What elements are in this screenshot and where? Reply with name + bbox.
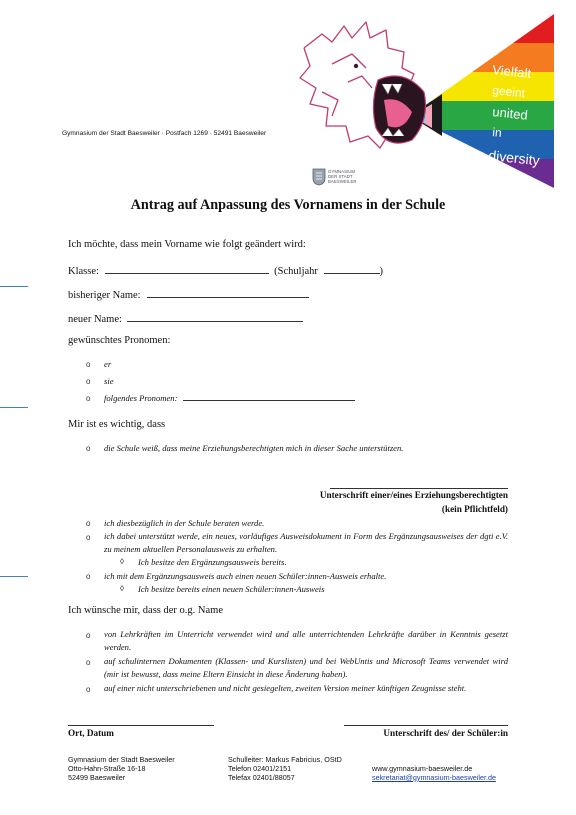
footer-web (372, 765, 496, 783)
wichtig-item-1[interactable]: die Schule weiß, dass meine Erziehungsberechtigten mich in dieser Sache unterstützen. (104, 443, 404, 453)
pronomen-option-other-label: folgendes Pronomen: (104, 393, 178, 403)
name-use-item-2[interactable]: auf schulinternen Dokumenten (Klassen- und Kurslisten) und bei WebUntis und Microsoft Teams verwendet wird (mir ist bewusst, dass meine Eltern Einsicht in diese Änderung haben). (104, 656, 508, 680)
intro-text: Ich möchte, dass mein Vorname wie folgt geändert wird: (68, 239, 306, 250)
wichtig-item-2-bullet[interactable]: o (86, 519, 91, 528)
klasse-field[interactable] (105, 264, 269, 274)
banner-word: in (491, 125, 503, 140)
pronomen-option-er-bullet[interactable]: o (86, 360, 91, 369)
diamond-bullet-icon[interactable]: ◊ (120, 584, 124, 593)
wichtig-item-1-bullet[interactable]: o (86, 444, 91, 453)
banner-word: geeint (491, 83, 526, 101)
schuljahr-label: (Schuljahr (274, 266, 318, 277)
footer-website-link[interactable]: www.gymnasium-baesweiler.de (372, 764, 473, 773)
neuer-name-field[interactable] (127, 312, 303, 322)
place-date-label: Ort, Datum (68, 728, 114, 738)
footer-street: Otto-Hahn-Straße 16-18 (68, 763, 146, 773)
name-use-item-1[interactable]: von Lehrkräften im Unterricht verwendet wird und alle unterrichtenden Lehrkräfte darüber in Kenntnis gesetzt werden. (104, 629, 508, 653)
school-logo-small (312, 166, 364, 188)
pronomen-label: gewünschtes Pronomen: (68, 335, 171, 346)
neuer-name-row (68, 312, 303, 325)
wichtig-item-2[interactable]: ich diesbezüglich in der Schule beraten werde. (104, 518, 265, 528)
page-title: Antrag auf Anpassung des Vornamens in der Schule (130, 197, 446, 213)
footer-contact (228, 756, 342, 783)
name-use-item-2-bullet[interactable]: o (86, 658, 91, 667)
pronomen-option-other (104, 392, 355, 405)
school-logo-line-2: DER STADT (328, 174, 353, 179)
footer-headmaster: Schulleiter: Markus Fabricius, OStD (228, 755, 342, 764)
footer-email-link[interactable]: sekretariat@gymnasium-baesweiler.de (372, 772, 496, 782)
name-use-item-1-bullet[interactable]: o (86, 631, 91, 640)
wichtig-heading: Mir ist es wichtig, dass (68, 419, 166, 430)
lion-rainbow-logo (292, 8, 556, 192)
fold-mark-bottom (0, 576, 28, 577)
guardian-signature-note: (kein Pflichtfeld) (441, 504, 508, 514)
school-logo-line-1: GYMNASIUM (328, 169, 356, 174)
school-crest-icon (312, 168, 326, 186)
pronomen-option-sie-bullet[interactable]: o (86, 377, 91, 386)
wichtig-sub-1[interactable]: Ich besitze den Ergänzungsausweis bereits. (138, 557, 287, 567)
bisheriger-name-field[interactable] (147, 288, 309, 298)
wichtig-item-3[interactable]: ich dabei unterstützt werde, ein neues, vorläufiges Ausweisdokument in Form des Ergänzungsausweises der dgti e.V. zu meinem aktuellen Personalausweis zu erhalten. (104, 531, 508, 555)
footer-city: 52499 Baesweiler (68, 772, 126, 782)
return-address: Gymnasium der Stadt Baesweiler · Postfach 1269 · 52491 Baesweiler (62, 130, 267, 137)
place-date-line[interactable] (68, 725, 214, 726)
fold-mark-middle (0, 407, 28, 408)
guardian-signature-label: Unterschrift einer/eines Erziehungsberechtigten (319, 490, 508, 500)
klasse-row (68, 264, 383, 277)
rainbow-band (392, 14, 556, 44)
name-use-heading: Ich wünsche mir, dass der o.g. Name (68, 605, 223, 616)
name-use-item-3[interactable]: auf einer nicht unterschriebenen und nicht gesiegelten, zweiten Version meiner künftigen Zeugnisse steht. (104, 683, 467, 693)
fold-mark-top (0, 286, 28, 287)
banner-word: in (487, 42, 500, 59)
student-signature-label: Unterschrift des/ der Schüler:in (383, 728, 508, 738)
schuljahr-field[interactable] (324, 264, 380, 274)
footer-phone: Telefon 02401/2151 (228, 763, 292, 773)
banner-word: united (491, 104, 529, 123)
klasse-label: Klasse: (68, 266, 99, 277)
wichtig-item-4[interactable]: ich mit dem Ergänzungsausweis auch einen neuen Schüler:innen-Ausweis erhalte. (104, 571, 387, 581)
footer-school-name: Gymnasium der Stadt Baesweiler (68, 755, 175, 764)
pronomen-option-other-bullet[interactable]: o (86, 394, 91, 403)
schuljahr-close: ) (379, 266, 384, 277)
pronomen-other-field[interactable] (183, 392, 355, 401)
diamond-bullet-icon[interactable]: ◊ (120, 557, 124, 566)
bisheriger-name-label: bisheriger Name: (68, 290, 141, 301)
guardian-signature-line[interactable] (330, 488, 508, 489)
pronomen-option-er[interactable]: er (104, 359, 112, 369)
banner-word: diversity (487, 147, 541, 169)
neuer-name-label: neuer Name: (68, 314, 122, 325)
school-logo-line-3: BAESWEILER (328, 179, 357, 184)
wichtig-item-4-bullet[interactable]: o (86, 572, 91, 581)
footer-school-address (68, 756, 175, 783)
student-signature-line[interactable] (344, 725, 508, 726)
pronomen-option-sie[interactable]: sie (104, 376, 114, 386)
wichtig-sub-2[interactable]: Ich besitze bereits einen neuen Schüler:innen-Ausweis (138, 584, 325, 594)
banner-word: Vielfalt (491, 62, 532, 82)
footer-fax: Telefax 02401/88057 (228, 772, 295, 782)
bisheriger-name-row (68, 288, 309, 301)
name-use-item-3-bullet[interactable]: o (86, 685, 91, 694)
wichtig-item-3-bullet[interactable]: o (86, 533, 91, 542)
